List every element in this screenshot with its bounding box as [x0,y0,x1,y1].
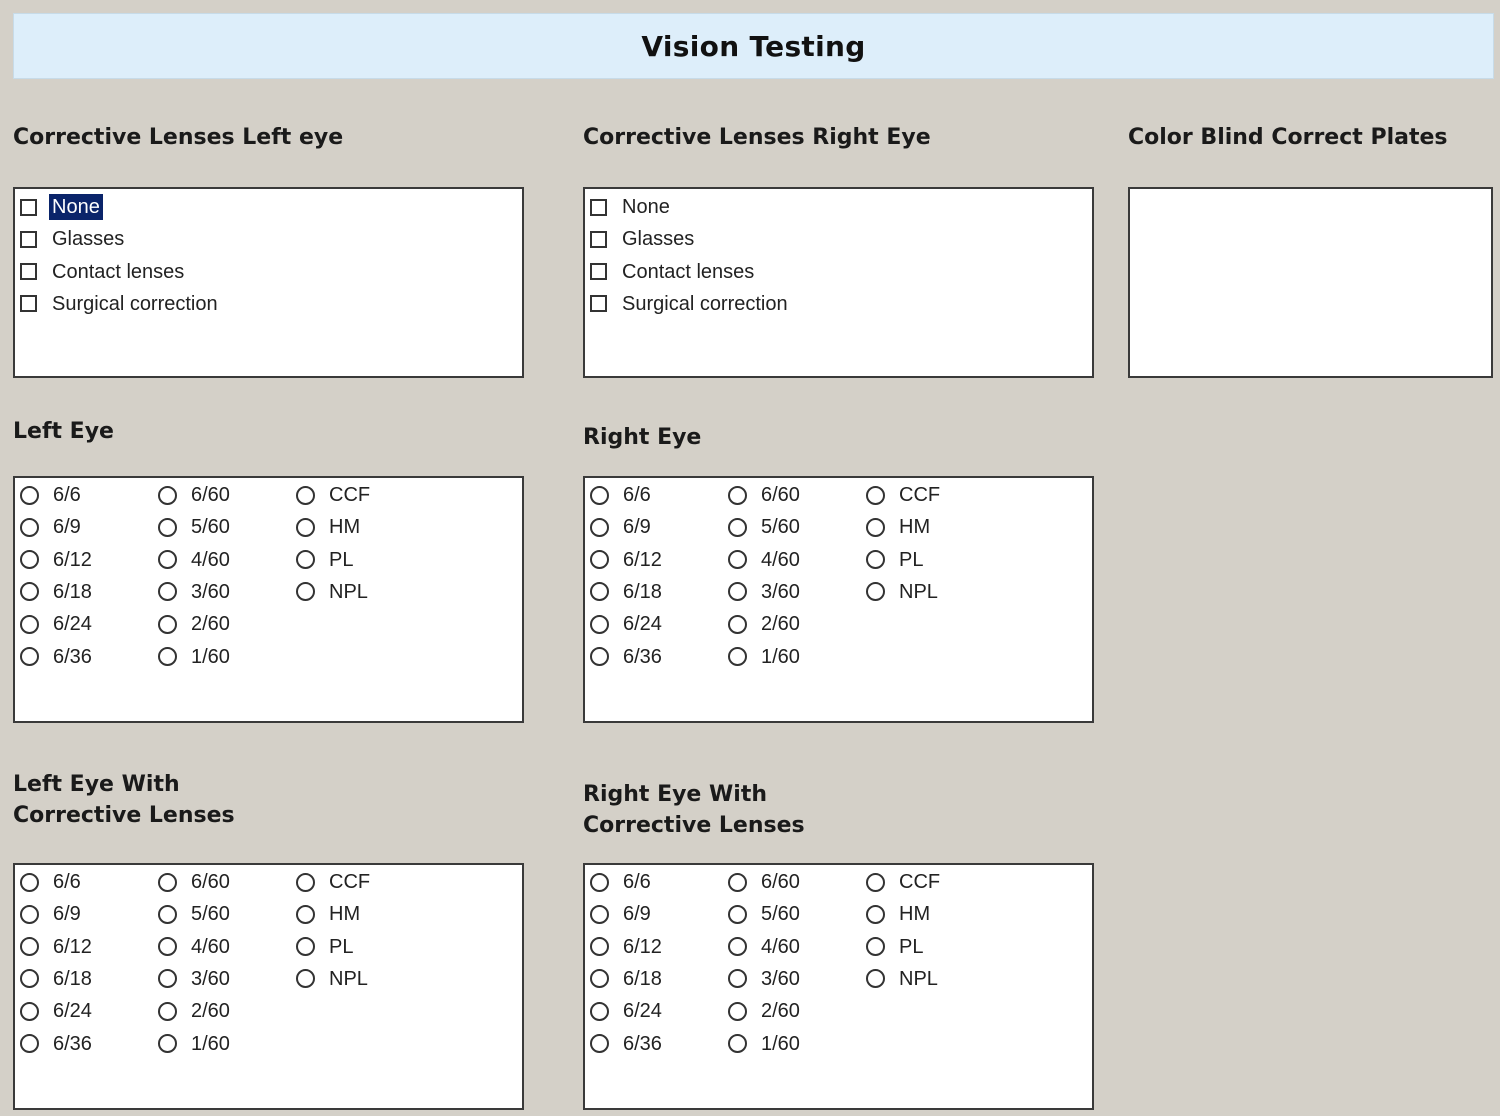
radio-button[interactable] [296,969,315,988]
radio-button[interactable] [590,647,609,666]
radio-button[interactable] [20,1002,39,1021]
radio-option[interactable] [20,867,81,897]
corrective-lenses-left-label: Corrective Lenses Left eye [13,125,344,150]
radio-label: 5/60 [761,516,800,539]
radio-label: 2/60 [191,1000,230,1023]
radio-label: PL [329,935,354,958]
radio-button[interactable] [728,937,747,956]
radio-label: 1/60 [761,645,800,668]
radio-label: NPL [329,967,368,990]
radio-button[interactable] [296,582,315,601]
radio-option[interactable] [590,899,651,929]
radio-label: 6/12 [53,548,92,571]
checkbox[interactable] [20,295,37,312]
radio-label: CCF [329,871,371,893]
radio-option[interactable] [866,545,923,575]
radio-label: 4/60 [761,548,800,571]
radio-button[interactable] [296,873,315,892]
checkbox[interactable] [20,263,37,280]
radio-button[interactable] [20,518,39,537]
radio-button[interactable] [866,486,885,505]
checkbox-label: Contact lenses [622,260,755,283]
radio-label: 1/60 [761,1032,800,1055]
radio-button[interactable] [20,647,39,666]
radio-option[interactable] [158,480,230,510]
radio-label: 5/60 [761,903,800,926]
checkbox[interactable] [590,199,607,216]
radio-label: 6/9 [53,903,81,926]
radio-button[interactable] [866,969,885,988]
radio-label: 2/60 [761,1000,800,1023]
radio-label: 6/9 [623,516,651,539]
radio-button[interactable] [20,937,39,956]
radio-label: CCF [899,484,941,506]
radio-label: 4/60 [191,548,230,571]
radio-button[interactable] [590,615,609,634]
radio-button[interactable] [158,486,177,505]
radio-option[interactable] [590,996,662,1026]
radio-option[interactable] [296,577,368,607]
radio-label: CCF [899,871,941,893]
radio-label: PL [329,548,354,571]
checkbox[interactable] [20,199,37,216]
radio-label: 6/12 [623,548,662,571]
radio-button[interactable] [728,873,747,892]
radio-button[interactable] [590,550,609,569]
radio-button[interactable] [590,937,609,956]
radio-option[interactable] [20,480,81,510]
radio-option[interactable] [866,480,940,510]
radio-option[interactable] [158,964,230,994]
radio-label: 6/24 [53,613,92,636]
radio-button[interactable] [20,615,39,634]
radio-option[interactable] [296,545,353,575]
radio-button[interactable] [158,1034,177,1053]
radio-label: 6/6 [623,871,651,893]
radio-label: 6/36 [53,1032,92,1055]
radio-option[interactable] [20,545,92,575]
radio-button[interactable] [866,582,885,601]
radio-label: NPL [899,967,938,990]
checkbox-label: Glasses [622,228,695,251]
radio-label: HM [329,903,361,926]
radio-option[interactable] [296,932,353,962]
radio-button[interactable] [158,1002,177,1021]
radio-label: NPL [329,580,368,603]
radio-button[interactable] [866,550,885,569]
radio-label: 3/60 [761,580,800,603]
radio-button[interactable] [20,905,39,924]
checkbox-item[interactable] [590,224,697,254]
radio-option[interactable] [158,512,230,542]
corrective-lenses-right-list[interactable] [583,187,1094,378]
radio-button[interactable] [728,550,747,569]
radio-option[interactable] [20,932,92,962]
radio-option[interactable] [590,512,651,542]
corrective-lenses-right-label: Corrective Lenses Right Eye [583,125,931,150]
checkbox-item[interactable] [590,289,791,319]
checkbox-label: Glasses [52,228,125,251]
radio-label: 2/60 [191,613,230,636]
radio-button[interactable] [866,518,885,537]
radio-option[interactable] [866,964,938,994]
radio-button[interactable] [158,518,177,537]
radio-label: 6/60 [191,871,230,893]
radio-option[interactable] [20,899,81,929]
radio-option[interactable] [158,867,230,897]
right-eye-label: Right Eye [583,425,702,450]
radio-label: 6/36 [623,1032,662,1055]
radio-button[interactable] [728,1002,747,1021]
radio-label: 6/60 [761,871,800,893]
checkbox-label: None [49,194,103,220]
radio-option[interactable] [728,545,800,575]
radio-label: 3/60 [191,580,230,603]
radio-option[interactable] [158,996,230,1026]
radio-button[interactable] [728,486,747,505]
radio-option[interactable] [158,932,230,962]
checkbox-label: Surgical correction [52,292,218,315]
radio-button[interactable] [728,969,747,988]
radio-option[interactable] [728,964,800,994]
checkbox[interactable] [590,295,607,312]
radio-option[interactable] [728,867,800,897]
radio-option[interactable] [20,964,92,994]
radio-option[interactable] [590,609,662,639]
radio-button[interactable] [728,1034,747,1053]
radio-option[interactable] [728,996,800,1026]
radio-option[interactable] [158,577,230,607]
radio-option[interactable] [866,577,938,607]
radio-button[interactable] [20,582,39,601]
radio-label: 6/9 [53,516,81,539]
radio-option[interactable] [158,609,230,639]
radio-option[interactable] [728,932,800,962]
radio-label: CCF [329,484,371,506]
checkbox-item[interactable] [590,192,673,222]
radio-button[interactable] [296,550,315,569]
radio-button[interactable] [728,905,747,924]
radio-button[interactable] [296,518,315,537]
radio-option[interactable] [296,512,360,542]
radio-option[interactable] [20,577,92,607]
checkbox[interactable] [590,231,607,248]
radio-button[interactable] [296,486,315,505]
radio-label: 6/24 [623,613,662,636]
radio-label: 6/24 [623,1000,662,1023]
radio-option[interactable] [158,545,230,575]
radio-option[interactable] [20,996,92,1026]
radio-button[interactable] [590,1002,609,1021]
radio-option[interactable] [728,899,800,929]
radio-label: 6/18 [623,967,662,990]
radio-label: 1/60 [191,1032,230,1055]
left-eye-label: Left Eye [13,419,114,444]
radio-button[interactable] [728,647,747,666]
radio-button[interactable] [158,550,177,569]
radio-option[interactable] [590,577,662,607]
radio-option[interactable] [296,899,360,929]
radio-button[interactable] [590,873,609,892]
radio-option[interactable] [158,642,230,672]
radio-label: 6/60 [761,484,800,506]
radio-option[interactable] [158,899,230,929]
radio-option[interactable] [866,867,940,897]
page-title: Vision Testing [641,29,866,63]
radio-option[interactable] [20,609,92,639]
right-eye-acuity-group [583,476,1094,723]
radio-option[interactable] [296,480,370,510]
left-eye-corrective-label: Left Eye With Corrective Lenses [13,772,235,828]
radio-label: HM [329,516,361,539]
checkbox-item[interactable] [20,224,127,254]
color-blind-plates-label: Color Blind Correct Plates [1128,125,1448,150]
radio-label: 6/6 [623,484,651,506]
radio-option[interactable] [590,964,662,994]
radio-option[interactable] [728,480,800,510]
radio-button[interactable] [20,1034,39,1053]
radio-option[interactable] [20,512,81,542]
radio-label: 2/60 [761,613,800,636]
radio-button[interactable] [158,937,177,956]
radio-label: 6/12 [623,935,662,958]
checkbox-item[interactable] [20,257,187,287]
radio-button[interactable] [296,937,315,956]
radio-button[interactable] [158,873,177,892]
title-bar [13,13,1494,79]
radio-button[interactable] [20,969,39,988]
radio-option[interactable] [20,642,92,672]
color-blind-plates-list[interactable] [1128,187,1493,378]
radio-label: 3/60 [761,967,800,990]
radio-label: HM [899,903,931,926]
radio-button[interactable] [158,582,177,601]
radio-label: 6/9 [623,903,651,926]
radio-option[interactable] [590,1029,662,1059]
radio-label: 3/60 [191,967,230,990]
radio-label: NPL [899,580,938,603]
radio-option[interactable] [296,867,370,897]
radio-option[interactable] [590,480,651,510]
radio-button[interactable] [590,518,609,537]
checkbox-item[interactable] [20,289,221,319]
radio-label: 1/60 [191,645,230,668]
corrective-lenses-left-list[interactable] [13,187,524,378]
radio-label: 6/60 [191,484,230,506]
radio-label: 6/6 [53,871,81,893]
radio-button[interactable] [728,518,747,537]
radio-button[interactable] [590,582,609,601]
radio-label: 4/60 [761,935,800,958]
radio-button[interactable] [590,969,609,988]
radio-label: 5/60 [191,903,230,926]
radio-option[interactable] [866,512,930,542]
radio-label: 6/18 [53,967,92,990]
radio-button[interactable] [20,873,39,892]
checkbox[interactable] [590,263,607,280]
left-eye-corrective-acuity-group [13,863,524,1110]
radio-button[interactable] [296,905,315,924]
radio-label: HM [899,516,931,539]
right-eye-corrective-acuity-group [583,863,1094,1110]
radio-option[interactable] [590,932,662,962]
radio-option[interactable] [866,899,930,929]
radio-button[interactable] [866,937,885,956]
radio-label: 4/60 [191,935,230,958]
radio-label: 6/18 [623,580,662,603]
radio-button[interactable] [158,615,177,634]
radio-option[interactable] [728,642,800,672]
checkbox-label: None [622,196,670,218]
checkbox-label: Surgical correction [622,292,788,315]
radio-option[interactable] [728,1029,800,1059]
checkbox[interactable] [20,231,37,248]
radio-button[interactable] [158,905,177,924]
radio-button[interactable] [20,486,39,505]
radio-option[interactable] [866,932,923,962]
left-eye-acuity-group [13,476,524,723]
radio-button[interactable] [728,582,747,601]
checkbox-item[interactable] [20,192,103,222]
radio-option[interactable] [728,512,800,542]
radio-option[interactable] [296,964,368,994]
radio-option[interactable] [158,1029,230,1059]
checkbox-item[interactable] [590,257,757,287]
radio-label: 6/18 [53,580,92,603]
radio-button[interactable] [158,969,177,988]
radio-label: 6/24 [53,1000,92,1023]
radio-option[interactable] [728,577,800,607]
radio-label: PL [899,935,924,958]
radio-button[interactable] [20,550,39,569]
radio-button[interactable] [590,1034,609,1053]
radio-button[interactable] [158,647,177,666]
radio-option[interactable] [728,609,800,639]
radio-option[interactable] [590,642,662,672]
radio-label: 6/12 [53,935,92,958]
radio-button[interactable] [728,615,747,634]
radio-button[interactable] [590,486,609,505]
radio-label: 6/36 [623,645,662,668]
radio-label: PL [899,548,924,571]
radio-option[interactable] [590,545,662,575]
right-eye-corrective-label: Right Eye With Corrective Lenses [583,782,805,838]
radio-label: 6/36 [53,645,92,668]
radio-option[interactable] [20,1029,92,1059]
checkbox-label: Contact lenses [52,260,185,283]
radio-label: 5/60 [191,516,230,539]
radio-button[interactable] [866,873,885,892]
radio-label: 6/6 [53,484,81,506]
radio-button[interactable] [866,905,885,924]
radio-button[interactable] [590,905,609,924]
radio-option[interactable] [590,867,651,897]
